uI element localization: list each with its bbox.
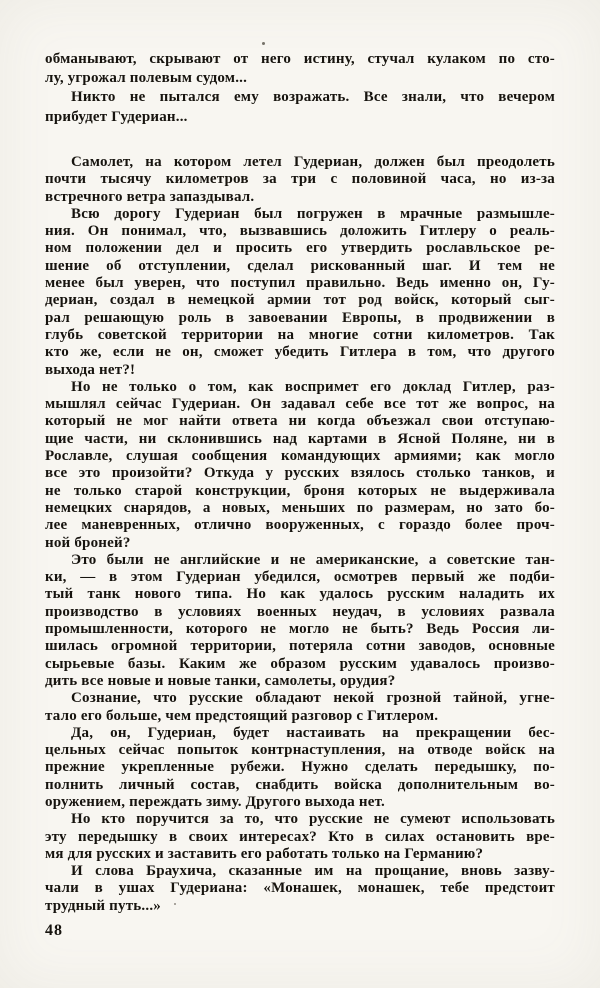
text-line: почти тысячу километров за три с половиной часа, но из-за (45, 171, 555, 188)
text-line: сырьевые базы. Каким же образом русским удавалось произво- (45, 655, 555, 672)
text-line: трудный путь...» (45, 897, 161, 914)
text-line: обманывают, скрывают от него истину, стучал кулаком по сто- (45, 51, 555, 67)
text-line: Всю дорогу Гудериан был погружен в мрачные размышле- (71, 205, 555, 222)
scan-speck (262, 42, 265, 45)
text-line: Рославле, слушая сообщения командующих армиями; как могло (45, 448, 555, 465)
text-line: тый танк нового типа. Но как удалось русским наладить их (45, 586, 555, 603)
text-line: рал решающую роль в завоевании Европы, в продвижении в (45, 309, 555, 326)
text-line: ной броней? (45, 534, 131, 551)
text-line: цельных сейчас попыток контрнаступления, на отводе войск на (45, 742, 555, 759)
text-line: немецких снарядов, а новых, меньших по размерам, но зато бо- (45, 499, 555, 516)
text-line: щие части, ни склонившись над картами в Ясной Поляне, ни в (45, 430, 555, 447)
text-line: ния. Он понимал, что, вызвавшись доложить Гитлеру о реаль- (45, 223, 555, 240)
text-line: Самолет, на котором летел Гудериан, должен был преодолеть (71, 154, 555, 170)
text-line: ном положении дел и просить его утвердить рославльское ре- (45, 240, 555, 257)
text-line: полнить личный состав, снабдить войска дополнительным во- (45, 776, 555, 793)
text-line: Но кто поручится за то, что русские не сумеют использовать (71, 811, 555, 828)
text-line: Сознание, что русские обладают некой грозной тайной, угне- (71, 690, 555, 707)
text-line: менее был уверен, что поступил правильно. Ведь именно он, Гу- (45, 275, 555, 292)
text-line: Никто не пытался ему возражать. Все знали, что вечером (71, 89, 555, 106)
paragraph-block-top (45, 50, 555, 127)
text-line: чали в ушах Гудериана: «Монашек, монашек, тебе предстоит (45, 880, 555, 897)
text-line: И слова Браухича, сказанные им на прощание, вновь зазву- (71, 863, 555, 880)
text-line: Это были не английские и не американские, а советские тан- (71, 551, 555, 568)
text-line: промышленности, которого не могло не быть? Ведь Россия ли- (45, 621, 555, 638)
text-line: прежние укрепленные рубежи. Нужно сделать передышку, по- (45, 759, 555, 776)
page-number: 48 (45, 922, 63, 939)
text-line: Да, он, Гудериан, будет настаивать на прекращении бес- (71, 724, 555, 741)
text-line: не только старой конструкции, броня которых не выдерживала (45, 482, 555, 499)
text-line: встречного ветра запаздывал. (45, 188, 255, 205)
text-line: глубь советской территории на многие сотни километров. Так (45, 326, 555, 343)
text-line: выхода нет?! (45, 361, 136, 378)
text-line: оружением, переждать зиму. Другого выхода нет. (45, 793, 385, 810)
text-line: мя для русских и заставить его работать только на Германию? (45, 845, 484, 862)
text-line: эту передышку в своих интересах? Кто в силах остановить вре- (45, 828, 555, 845)
text-line: прибудет Гудериан... (45, 108, 188, 125)
text-line: все это произойти? Откуда у русских взялось столько танков, и (45, 465, 555, 482)
text-line: тало его больше, чем предстоящий разговор с Гитлером. (45, 707, 439, 724)
text-line: мышлял сейчас Гудериан. Он задавал себе все тот же вопрос, на (45, 396, 555, 413)
text-line: лее маневренных, отлично вооруженных, с гораздо более проч- (45, 517, 555, 534)
text-line: ки, — в этом Гудериан убедился, осмотрев первый же подби- (45, 569, 555, 586)
text-line: дериан, создал в немецкой армии тот род войск, который сыг- (45, 292, 555, 309)
text-line: лу, угрожал полевым судом... (45, 70, 248, 87)
text-line: кто же, если не он, сможет убедить Гитлера в том, что другого (45, 344, 555, 361)
text-line: производство в условиях военных неудач, в условиях развала (45, 603, 555, 620)
text-line: шение об отступлении, сделал рискованный шаг. И тем не (45, 257, 555, 274)
text-line: Но не только о том, как воспримет его доклад Гитлер, раз- (71, 378, 555, 395)
text-line: который не мог найти ответа ни когда объезжал свои отступаю- (45, 413, 555, 430)
text-line: шилась огромной территории, потеряла сотни заводов, основные (45, 638, 555, 655)
paragraph-block-main (45, 154, 555, 915)
text-line: дить все новые и новые танки, самолеты, орудия? (45, 672, 396, 689)
